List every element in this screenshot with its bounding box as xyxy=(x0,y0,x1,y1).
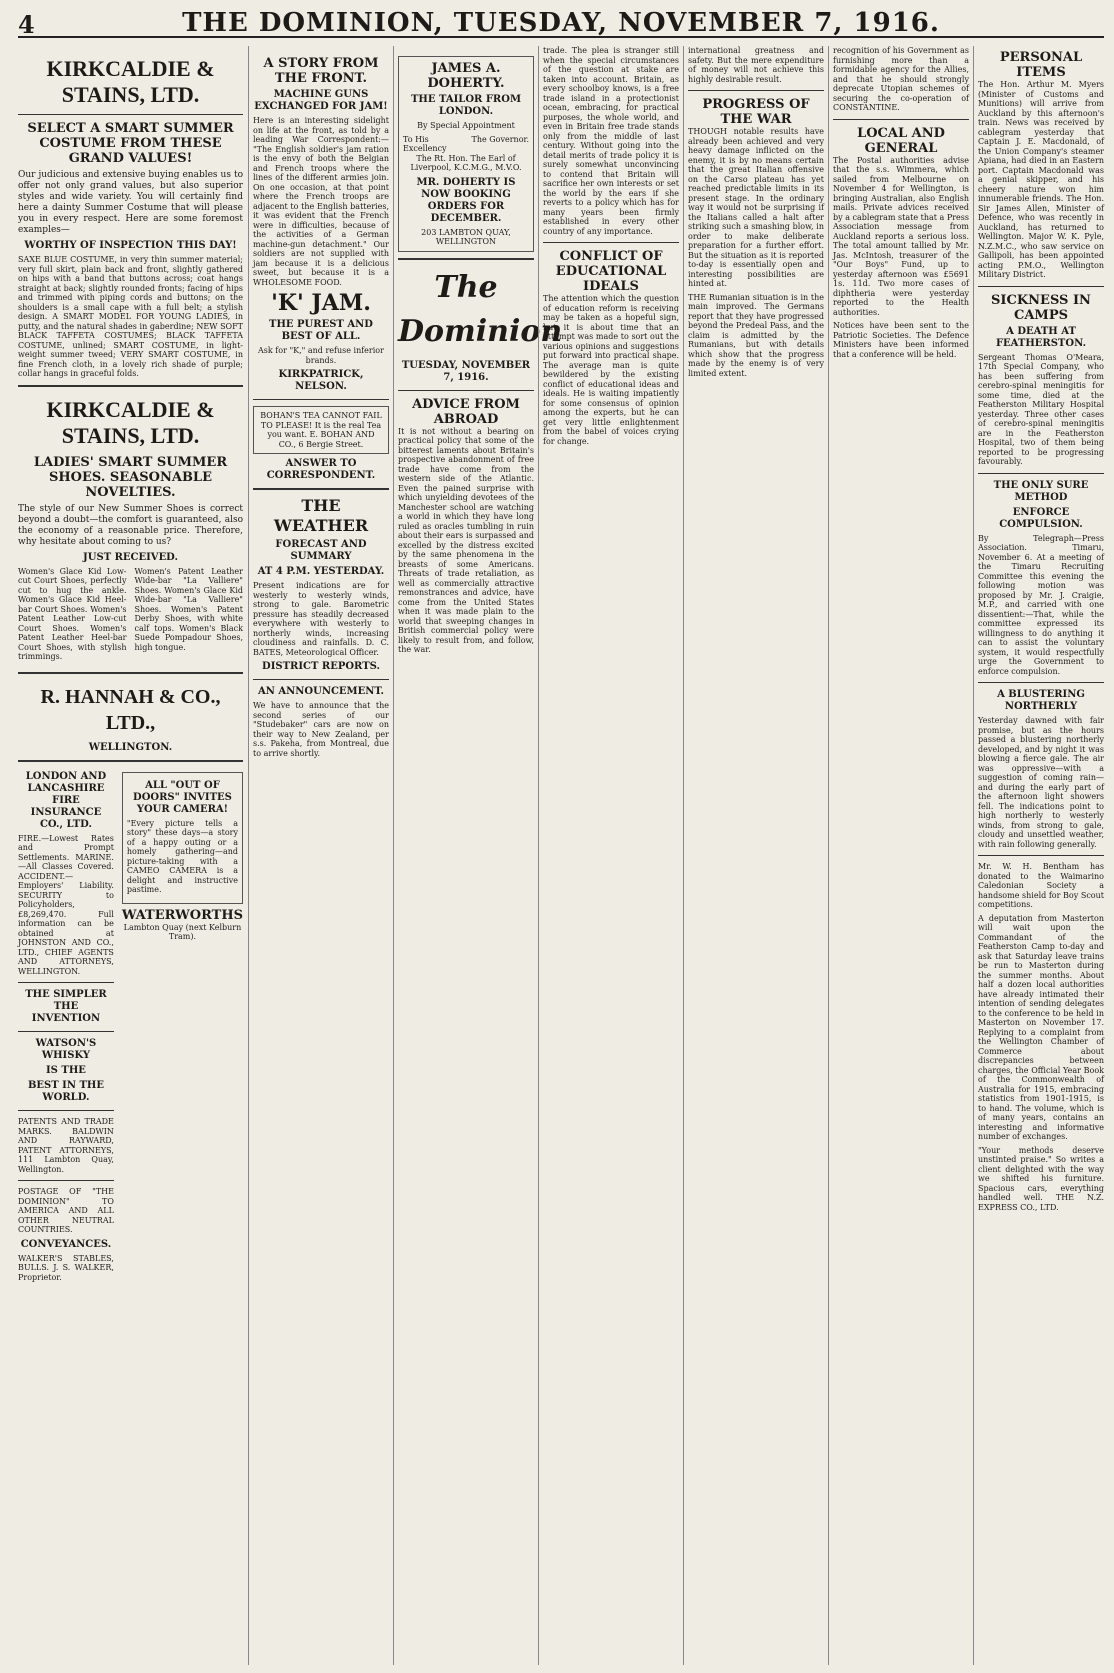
advice-heading: ADVICE FROM ABROAD xyxy=(412,396,520,427)
shoes-heading: LADIES' SMART SUMMER SHOES. SEASONABLE NOVELTIES. xyxy=(33,454,228,500)
kirkpatrick: KIRKPATRICK, NELSON. xyxy=(278,369,364,392)
column-local xyxy=(833,46,969,1665)
advice-body: It is not without a bearing on practical policy that some of the bitterest laments about Britain's prospective abandonment of free trade have come from the western side of the Atlantic. Even the pained surprise with which unyielding devotees of the Manchester school are watching a world in which they have long ruled as oracles tumbling in ruin about their ears is surpassed and excelled by the distress excited by the same phenomena in the breasts of some Americans. Threats of trade retaliation, as well as commercially attractive remonstrances and advice, have come from the United States when it was made plain to the world that sweeping changes in British commercial policy were likely to result from, and follow, the war. xyxy=(398,426,534,654)
enforce-body: By Telegraph—Press Association. Timaru, November 6. At a meeting of the Timaru Recruiting Committee this evening the following motion was proposed by Mr. J. Craigie, M.P., and carried with one dissentient:—That, while the committee expressed its willingness to do anything it can to assist the voluntary system, it would respectfully urge the Government to enforce compulsion. xyxy=(978,533,1104,676)
waterworths-address: Lambton Quay (next Kelburn Tram). xyxy=(123,922,242,941)
conflict-body: The attention which the question of education reform is receiving may be taken as a hopeful sign, but it is about time that an attempt was made to sort out the various opinions and suggestions put forward into practical shape. The average man is quite bewildered by the existing conflict of educational ideas and ideals. He is waiting impatiently for some consensus of opinion among the experts, but he can get very little enlightenment from the babel of voices crying for change. xyxy=(543,294,679,446)
local-intro: recognition of his Government as furnishing more than a formidable agency for the Allies, and that he should strongly deprecate Utopian schemes of securing the co-operation of CONSTANTINE. xyxy=(833,46,969,112)
express-ad: "Your methods deserve unstinted praise." So writes a client delighted with the way we shifted his furniture. Spacious cars, everything handled well. THE N.Z. EXPRESS CO., LTD. xyxy=(978,1145,1104,1212)
insurance-body: FIRE.—Lowest Rates and Prompt Settlements. MARINE.—All Classes Covered. ACCIDENT.—Employers' Liability. SECURITY to Policyholders, £8,269,470. Full information can be obtained at JOHNSTON AND CO., LTD., CHIEF AGENTS AND ATTORNEYS, WELLINGTON. xyxy=(18,833,114,976)
shoes-lede: The style of our New Summer Shoes is correct beyond a doubt—the comfort is guaranteed, also the economy of a reasonable price. Therefore, why hesitate about coming to us? xyxy=(18,503,243,547)
story-body: Here is an interesting sidelight on life at the front, as told by a leading War Correspondent:— "The English soldier's jam ration is the envy of both the Belgian and French troops where the lines of the different armies join. On one occasion, at that point where the French troops are adjacent to the English batteries, it was evident that the French were in difficulties, because of the activities of a German machine-gun detachment." Our soldiers are not supplied with jam because it is a delicious sweet, but because it is a WHOLESOME FOOD. xyxy=(253,116,389,287)
tea-ad: BOHAN'S TEA CANNOT FAIL TO PLEASE! It is the real Tea you want. E. BOHAN AND CO., 6 Bergie Street. xyxy=(253,406,389,454)
announcement-body: We have to announce that the second series of our "Studebaker" cars are now on their way to New Zealand, per s.s. Pakeha, from Montreal, due to arrive shortly. xyxy=(253,701,389,758)
hannah-location: WELLINGTON. xyxy=(88,741,173,753)
postage-notice: POSTAGE OF "THE DOMINION" TO AMERICA AND ALL OTHER NEUTRAL COUNTRIES. xyxy=(18,1187,114,1234)
romania-body: THE Rumanian situation is in the main improved. The Germans report that they have progressed beyond the Predeal Pass, and the claim is admitted by the Rumanians, but with details which show that the progress made by the enemy is of very limited extent. xyxy=(688,292,824,378)
column-kirkcaldie xyxy=(18,46,243,1665)
watsons-heading: WATSON'S WHISKY xyxy=(35,1038,97,1061)
masthead xyxy=(18,8,1104,38)
costume-heading: SELECT A SMART SUMMER COSTUME FROM THESE GRAND VALUES! xyxy=(27,121,234,166)
death-heading: A DEATH AT FEATHERSTON. xyxy=(995,325,1087,349)
forecast-time: AT 4 P.M. YESTERDAY. xyxy=(257,566,385,577)
page-number: 4 xyxy=(18,10,35,39)
personal-body: The Hon. Arthur M. Myers (Minister of Customs and Munitions) will arrive from Auckland by this afternoon's train. News was received by cablegram yesterday that Captain J. E. Macdonald, of the Union Company's steamer Apiana, had died in an Eastern port. Captain Macdonald was a genial skipper, and his cheery nature won him innumerable friends. The Hon. Sir James Allen, Minister of Defence, who was recently in Auckland, has returned to Wellington. Major W. K. Pyle, N.Z.M.C., who saw service on Gallipoli, has been appointed acting P.M.O., Wellington Military District. xyxy=(978,80,1104,279)
story-heading: A STORY FROM THE FRONT. xyxy=(263,56,379,86)
story-subheading: MACHINE GUNS EXCHANGED FOR JAM! xyxy=(254,89,388,112)
doherty-appointment: By Special Appointment xyxy=(417,121,515,130)
editorial-date: TUESDAY, NOVEMBER 7, 1916. xyxy=(401,359,531,383)
invention-heading: THE SIMPLER THE INVENTION xyxy=(25,989,107,1024)
column-personal xyxy=(978,46,1104,1665)
worthy-heading: WORTHY OF INSPECTION THIS DAY! xyxy=(24,240,237,251)
dominion-editorial-title: The Dominion xyxy=(398,269,563,349)
column-editorial xyxy=(398,46,563,1665)
doherty-heading: JAMES A. DOHERTY. xyxy=(427,61,505,91)
waterworths-heading: WATERWORTHS xyxy=(121,907,243,923)
conveyances-heading: CONVEYANCES. xyxy=(20,1238,112,1250)
sure-method-heading: THE ONLY SURE METHOD xyxy=(993,479,1089,503)
conflict-heading: CONFLICT OF EDUCATIONAL IDEALS xyxy=(555,249,667,294)
progress-heading: PROGRESS OF THE WAR xyxy=(702,97,810,127)
doherty-to-his: To His Excellency xyxy=(403,134,447,153)
shoes-left: Women's Glace Kid Low-cut Court Shoes, perfectly cut to hug the ankle. Women's Glace Kid Heel-bar Court Shoes. Women's Patent Leather Low-cut Court Shoes. Women's Patent Leather Heel-bar Court Shoes, with stylish trimmings. xyxy=(18,566,127,661)
blustering-body: Yesterday dawned with fair promise, but as the hours passed a blustering northerly developed, and by night it was blowing a fierce gale. The air was oppressive—with a suggestion of coming rain—and during the early part of the afternoon light showers fell. The indications point to high northerly to westerly winds, from strong to gale, cloudy and unsettled weather, with rain following generally. xyxy=(978,716,1104,849)
local-heading: LOCAL AND GENERAL xyxy=(857,125,945,156)
district-heading: DISTRICT REPORTS. xyxy=(262,661,380,672)
camera-body: "Every picture tells a story" these days—a story of a happy outing or a homely gathering—and picture-taking with a CAMEO CAMERA is a delight and instructive pastime. xyxy=(126,818,238,894)
sickness-heading: SICKNESS IN CAMPS xyxy=(991,292,1091,323)
weather-heading: THE WEATHER xyxy=(273,496,369,535)
kirkcaldie-heading: KIRKCALDIE & STAINS, LTD. xyxy=(46,56,215,107)
doherty-booking: MR. DOHERTY IS NOW BOOKING ORDERS FOR DECEMBER. xyxy=(416,176,516,224)
doherty-address: 203 LAMBTON QUAY, WELLINGTON xyxy=(421,227,511,246)
doherty-subheading: THE TAILOR FROM LONDON. xyxy=(410,94,522,117)
kjam-subheading: THE PUREST AND BEST OF ALL. xyxy=(269,319,373,342)
camera-ad xyxy=(122,772,243,904)
progress-body: THOUGH notable results have already been achieved and very heavy damage inflicted on the enemy, it is by no means certain that the great Italian offensive on the Carso plateau has yet reached predictable limits in its present stage. In the ordinary way it would not be surprising if the Italians called a halt after striking such a smashing blow, in order to make deliberate preparation for a further effort. But the situation as it is reported to-day is essentially open and interesting possibilities are hinted at. xyxy=(688,127,824,288)
masterton-body: A deputation from Masterton will wait upon the Commandant of the Featherston Camp to-day and ask that Saturday leave trains be run to Masterton during the summer months. About half a dozen local authorities have already intimated their intention of sending delegates to the conference to be held in Masterton on November 17. Replying to a complaint from the Wellington Chamber of Commerce about discrepancies between charges, the Official Year Book of the Commonwealth of Australia for 1915, embracing statistics from 1901-1915, is to hand. The volume, which is of many years, contains an interesting and informative number of exchanges. xyxy=(978,913,1104,1141)
costume-body: SAXE BLUE COSTUME, in very thin summer material; very full skirt, plain back and front, slightly gathered on hips with a band that buttons across; coat hangs straight at back; slightly rounded fronts; facing of hips and trimmed with piping cords and buttons; on the shoulders is a small cape with a full belt; a stylish design. A SMART MODEL FOR YOUNG LADIES, in putty, and the natural shades in gaberdine; NEW SOFT BLACK TAFFETA COSTUMES; BLACK TAFFETA COSTUME, unlined; SMART COSTUME, in light-weight summer tweed; VERY SMART COSTUME, in fine French cloth, in a lovely rich shade of purple; collar hangs in graceful folds. xyxy=(18,255,243,378)
costume-lede: Our judicious and extensive buying enables us to offer not only grand values, but also superior styles and wide variety. You will certainly find here a dainty Summer Costume that will please you in every respect. Here are some foremost examples— xyxy=(18,170,243,235)
forecast-subheading: FORECAST AND SUMMARY xyxy=(275,539,367,562)
doherty-earl: The Rt. Hon. The Earl of Liverpool, K.C.M.G., M.V.O. xyxy=(410,153,522,172)
newspaper-title: THE DOMINION, TUESDAY, NOVEMBER 7, 1916. xyxy=(182,8,940,38)
hannah-heading: R. HANNAH & CO., LTD., xyxy=(40,685,221,734)
weather-body: Present indications are for westerly to westerly winds, strong to gale. Barometric pressure has steadily decreased everywhere with westerly to northerly winds, increasing cloudiness and rainfalls. D. C. BATES, Meteorological Officer. xyxy=(253,581,389,657)
camera-heading: ALL "OUT OF DOORS" INVITES YOUR CAMERA! xyxy=(133,779,232,815)
doherty-ad xyxy=(398,56,534,252)
patents-ad: PATENTS AND TRADE MARKS. BALDWIN AND RAYWARD, PATENT ATTORNEYS, 111 Lambton Quay, Wellington. xyxy=(18,1117,114,1174)
answer-heading: ANSWER TO CORRESPONDENT. xyxy=(266,458,376,481)
local-notices: Notices have been sent to the Patriotic Societies. The Defence Ministers have been informed that a conference will be held. xyxy=(833,321,969,359)
kirkcaldie-heading-2: KIRKCALDIE & STAINS, LTD. xyxy=(46,396,215,448)
just-received: JUST RECEIVED. xyxy=(83,551,178,563)
war-intro: international greatness and safety. But the mere expenditure of money will not achieve this highly desirable result. xyxy=(688,46,824,84)
death-body: Sergeant Thomas O'Meara, 17th Special Company, who has been suffering from cerebro-spinal meningitis for some time, died at the Featherston Military Hospital yesterday. Three other cases of cerebro-spinal meningitis are in the Featherston Hospital, two of them being reported to be progressing favourably. xyxy=(978,352,1104,466)
personal-heading: PERSONAL ITEMS xyxy=(999,50,1083,80)
kjam-heading: 'K' JAM. xyxy=(271,290,371,316)
shoes-right: Women's Patent Leather Wide-bar "La Valliere" Shoes. Women's Glace Kid Wide-bar "La Valliere" Shoes. Women's Patent Derby Shoes, with white calf tops. Women's Black Suede Pompadour Shoes, high tongue. xyxy=(134,566,243,652)
announcement-heading: AN ANNOUNCEMENT. xyxy=(257,686,385,697)
local-body: The Postal authorities advise that the s.s. Wimmera, which sailed from Melbourne on November 4 for Wellington, is bringing Australian, also English mails. Private advices received by a cablegram state that a Press Association message from Auckland reports a serious loss. The total amount tallied by Mr. Jas. McIntosh, treasurer of the "Our Boys" Fund, up to yesterday afternoon was £5691 1s. 11d. Two more cases of diphtheria were yesterday reported to the Health authorities. xyxy=(833,155,969,317)
bentham-intro: Mr. W. H. Bentham has donated to the Waimarino Caledonian Society a handsome shield for Boy Scout competitions. xyxy=(978,862,1104,909)
watsons-best: BEST IN THE WORLD. xyxy=(27,1080,104,1103)
doherty-governor: The Governor. xyxy=(471,134,529,144)
column-story xyxy=(253,46,389,1665)
watsons-is-the: IS THE xyxy=(46,1065,86,1076)
walker-ad: WALKER'S STABLES, BULLS. J. S. WALKER, Proprietor. xyxy=(18,1253,114,1282)
column-trade xyxy=(543,46,679,1665)
trade-body: trade. The plea is stranger still when the special circumstances of the question at stake are taken into account. Britain, as every schoolboy knows, is a free trade island in a protectionist ocean, embracing, for practical purposes, the whole world, and even in Britain free trade stands only from the middle of last century. Without going into the detail merits of trade policy it is surely somewhat unconvincing to contend that Britain will sacrifice her own interests or set the world by the ears if she reverts to a policy which has for many years been firmly established in every other country of any importance. xyxy=(543,46,679,236)
kjam-ask: Ask for "K," and refuse inferior brands. xyxy=(258,346,384,365)
blustering-heading: A BLUSTERING NORTHERLY xyxy=(997,689,1085,712)
insurance-heading: LONDON AND LANCASHIRE FIRE INSURANCE CO., LTD. xyxy=(25,770,107,830)
enforce-heading: ENFORCE COMPULSION. xyxy=(999,506,1083,530)
column-war xyxy=(688,46,824,1665)
